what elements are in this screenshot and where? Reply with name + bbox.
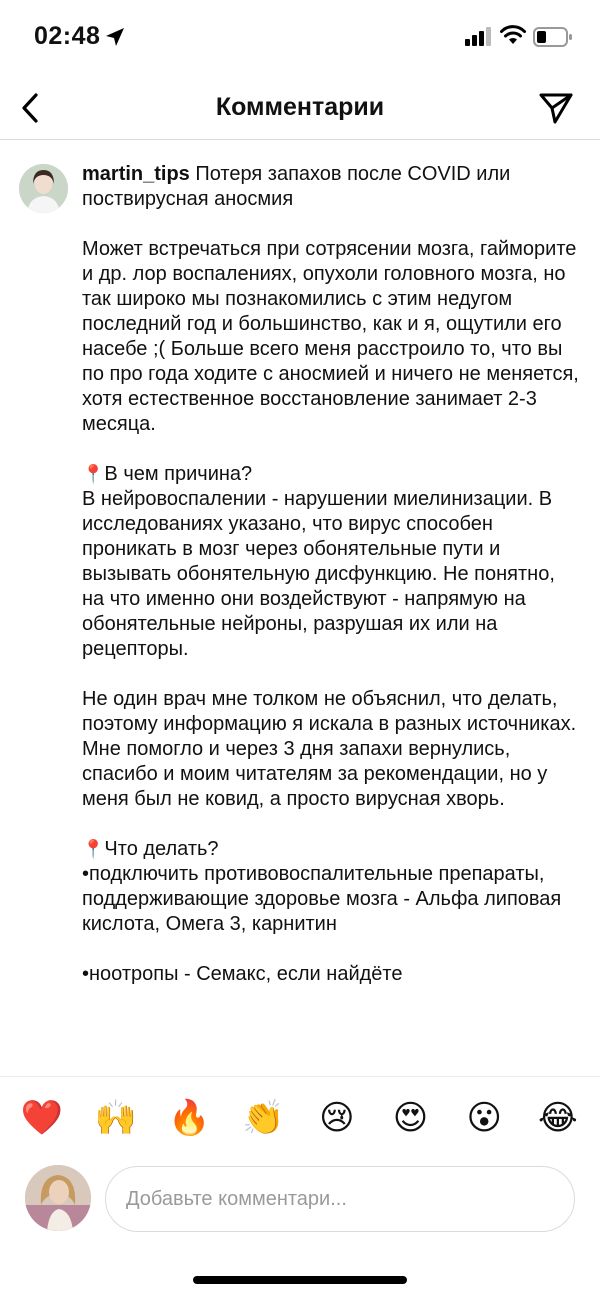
reaction-fire[interactable]: 🔥 [168,1098,211,1137]
wifi-icon [499,24,527,46]
reaction-heart-eyes-face[interactable]: 😍 [392,1098,429,1137]
pin-icon: 📍 [82,464,105,484]
current-user-avatar[interactable] [25,1165,91,1231]
reaction-astonished-face[interactable]: 😮 [466,1098,502,1137]
caption-paragraph: В нейровоспалении - нарушении миелинизации. В исследованиях указано, что вирус способен проникать в мозг через обонятельные пути и вызывать обонятельную дисфункцию. Не понятно, на что именно они воздействуют - напрямую на обонятельные нейроны, разрушая их или на рецепторы. [82,488,555,660]
caption-title [82,162,582,212]
section-heading-todo [82,837,582,862]
current-user-avatar-image [25,1165,91,1231]
reaction-clapping-hands[interactable]: 👏 [241,1098,285,1137]
paper-plane-icon [538,91,574,125]
reaction-tears-of-joy-face[interactable]: 😂 [538,1098,578,1137]
post-title: Потеря запахов после COVID или поствирусная аносмия [82,163,511,210]
location-arrow-icon [104,26,126,48]
author-avatar-image [19,164,68,213]
caption-paragraph: Может встречаться при сотрясении мозга, гайморите и др. лор воспалениях, опухоли головного мозга, но так широко мы познакомились с этим недугом последний год и большинство, как и я, ощутили его насебе ;( Больше всего меня расстроило то, что вы по про года ходите с аносмией и ничего не меняется, хотя естественное восстановление занимает 2-3 месяца. [82,238,579,435]
section-heading-cause [82,462,582,487]
status-time: 02:48 [34,22,101,50]
author-username[interactable]: martin_tips [82,163,190,185]
author-avatar[interactable] [19,164,68,213]
caption-paragraph: Не один врач мне толком не объяснил, что делать, поэтому информацию я искала в разных источниках. Мне помогло и через 3 дня запахи вернулись, спасибо и моим читателям за рекомендации, но у меня был не ковид, а просто вирусная хворь. [82,688,577,810]
share-button[interactable] [534,86,578,130]
battery-icon [533,27,573,47]
reaction-crying-face[interactable]: 😢 [319,1098,355,1137]
cellular-signal-icon [465,26,491,46]
reaction-raising-hands[interactable]: 🙌 [94,1098,137,1137]
caption-text [82,162,582,987]
home-indicator[interactable] [193,1276,407,1284]
pin-icon: 📍 [82,839,105,859]
navigation-bar [0,76,600,140]
status-bar [0,0,600,76]
list-item: •подключить противовоспалительные препараты, поддерживающие здоровье мозга - Альфа липовая кислота, Омега 3, карнитин [82,863,562,935]
list-item: •ноотропы - Семакс, если найдёте [82,963,403,985]
reaction-red-heart[interactable]: ❤️ [20,1098,64,1137]
section-heading-text: Что делать? [104,838,219,860]
post-caption [0,160,600,1076]
section-heading-text: В чем причина? [104,463,253,485]
quick-reactions-bar [0,1076,600,1158]
page-title: Комментарии [215,93,385,121]
comment-input[interactable] [105,1166,575,1232]
